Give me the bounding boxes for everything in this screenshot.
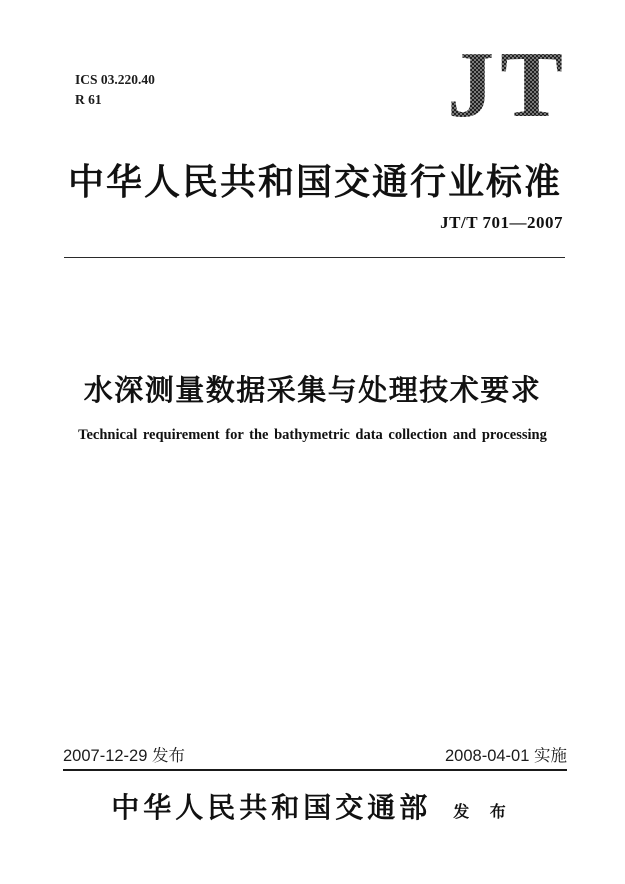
issue-date: 2007-12-29 发布 xyxy=(63,747,185,765)
header-divider-line xyxy=(64,257,565,258)
document-title-chinese: 水深测量数据采集与处理技术要求 xyxy=(83,375,542,407)
ics-code: ICS 03.220.40 xyxy=(75,72,155,87)
ics-classification-block xyxy=(75,70,155,109)
implement-date: 2008-04-01 实施 xyxy=(445,747,567,765)
publisher-name: 中华人民共和国交通部 xyxy=(111,793,432,824)
publisher-row xyxy=(0,786,625,826)
document-class-code: R 61 xyxy=(75,91,102,107)
jt-logo: JT xyxy=(447,33,569,137)
dates-row xyxy=(63,742,567,766)
footer-divider-line xyxy=(63,769,567,771)
publish-label: 发 布 xyxy=(453,804,514,821)
document-title-english: Technical requirement for the bathymetric data collection and processing xyxy=(78,427,547,443)
standard-number: JT/T 701—2007 xyxy=(440,213,563,232)
standard-type-heading: 中华人民共和国交通行业标准 xyxy=(68,162,563,202)
